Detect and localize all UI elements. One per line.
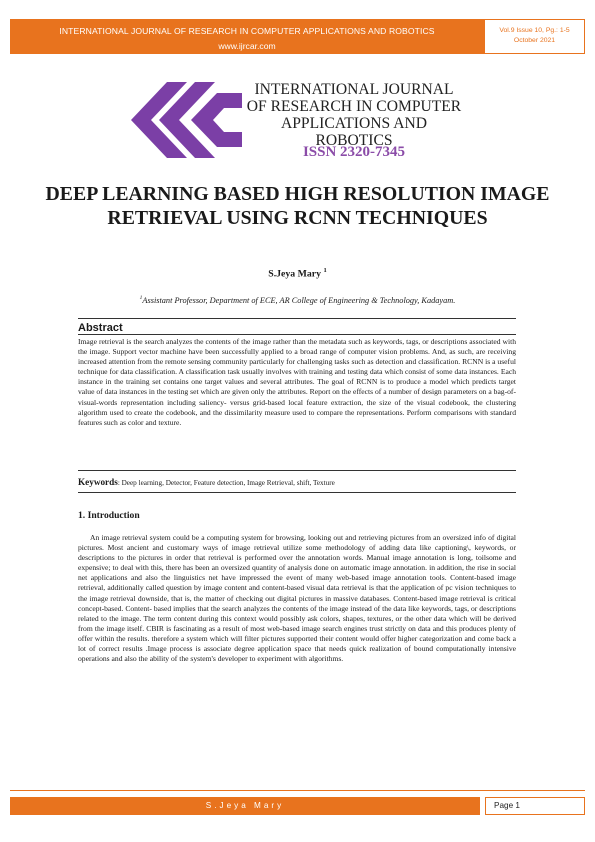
keywords-rule [78, 492, 516, 493]
header-volume-issue: Vol.9 Issue 10, Pg.: 1-5 [499, 27, 570, 34]
author-affiliation [0, 295, 595, 305]
keywords-label: Keywords [78, 477, 118, 487]
paper-title: DEEP LEARNING BASED HIGH RESOLUTION IMAGE RETRIEVAL USING RCNN TECHNIQUES [45, 183, 550, 229]
introduction-body: An image retrieval system could be a computing system for browsing, looking out and retrieving pictures from an oversized info of digital pictures. Most ancient and customary ways of image retrieval utilize some methodology of adding data like captioning\, keywords, or descriptions to the pictures in order that retrieval is performed over the annotation words. Manual image annotation is long, toilsome and expensive; to deal with this, there has been an oversized quantity of analysis done on automatic image annotation. in addition, the rise in social net applications and also the linguistics net have impressed the event of many web-based image annotation tools. Content-based image retrieval, additionally called question by image content and content-based visual data retrieval is that the application of pc vision techniques to the image retrieval downside, that is, the matter of checking out digital pictures in massive databases. Content-based image retrieval is critical concept-based. Content- based implies that the search analyzes the contents of the image instead of the data like keywords, tags, or descriptions related to the image. The term content during this context would possibly ask colors, shapes, textures, or the other data which will be derived from the image itself. CBIR is fascinating as a result of most web-based image search engines trust strictly on data and this produces plenty of offer within the results. therefore a system which will filter pictures supported their content would offer higher categorization and come back a lot of correct results .Image process is associate degree application space that needs quick realization of bound computationally intensive operations and also the ability of the system's developer to experiment with algorithms. [78, 533, 516, 664]
footer-page-number: Page 1 [485, 797, 585, 815]
journal-name: INTERNATIONAL JOURNAL OF RESEARCH IN COMPUTER APPLICATIONS AND ROBOTICS [246, 81, 462, 149]
abstract-body: Image retrieval is the search analyzes the contents of the image rather than the metadata such as keywords, tags, or descriptions associated with the image. Support vector machine have been successfully applied to a broad range of computer vision problems. And, as such, are receiving increased attention from the remote sensing community particularly for challenging tasks such as detection and classification. RCNN is a useful technique for data classification. A classification task usually involves with training and testing data which consist of some data instances. Each instance in the training set contains one target values and several attributes. The goal of RCNN is to produce a model which predicts target value of data instances in the testing set which are given only the attributes. Report on the effects of a number of design parameters on a bag-of-visual-words representation including saliency- versus grid-based local feature extraction, the size of the visual codebook, the clustering algorithm used to create the codebook, and the dissimilarity measure used to compare the representations. Perform comparisons with standard features such as color and texture. [78, 337, 516, 427]
header-date: October 2021 [513, 37, 556, 44]
author-superscript: 1 [323, 267, 327, 274]
affiliation-text: Assistant Professor, Department of ECE, AR College of Engineering & Technology, Kadayam. [142, 295, 456, 305]
journal-logo-icon [129, 80, 244, 160]
abstract-heading: Abstract [78, 322, 123, 334]
affiliation-superscript: 1 [139, 295, 143, 301]
header-banner [10, 19, 484, 54]
section-heading-introduction: 1. Introduction [78, 510, 140, 521]
keywords-text: : Deep learning, Detector, Feature detection, Image Retrieval, shift, Texture [117, 479, 335, 487]
author-name: S.Jeya Mary [268, 268, 322, 280]
footer-rule [10, 790, 585, 791]
header-journal-title: INTERNATIONAL JOURNAL OF RESEARCH IN COMPUTER APPLICATIONS AND ROBOTICS [59, 26, 435, 36]
header-issue-box [484, 19, 585, 54]
header-url[interactable]: www.ijrcar.com [218, 41, 276, 51]
page-footer [10, 797, 585, 815]
journal-header [10, 19, 585, 54]
abstract-bottom-rule [78, 470, 516, 471]
abstract-heading-rule [78, 334, 516, 335]
journal-issn: ISSN 2320-7345 [302, 144, 406, 160]
abstract-top-rule [78, 318, 516, 319]
keywords [78, 477, 516, 487]
paper-author [0, 267, 595, 279]
footer-author: S.Jeya Mary [10, 797, 480, 815]
